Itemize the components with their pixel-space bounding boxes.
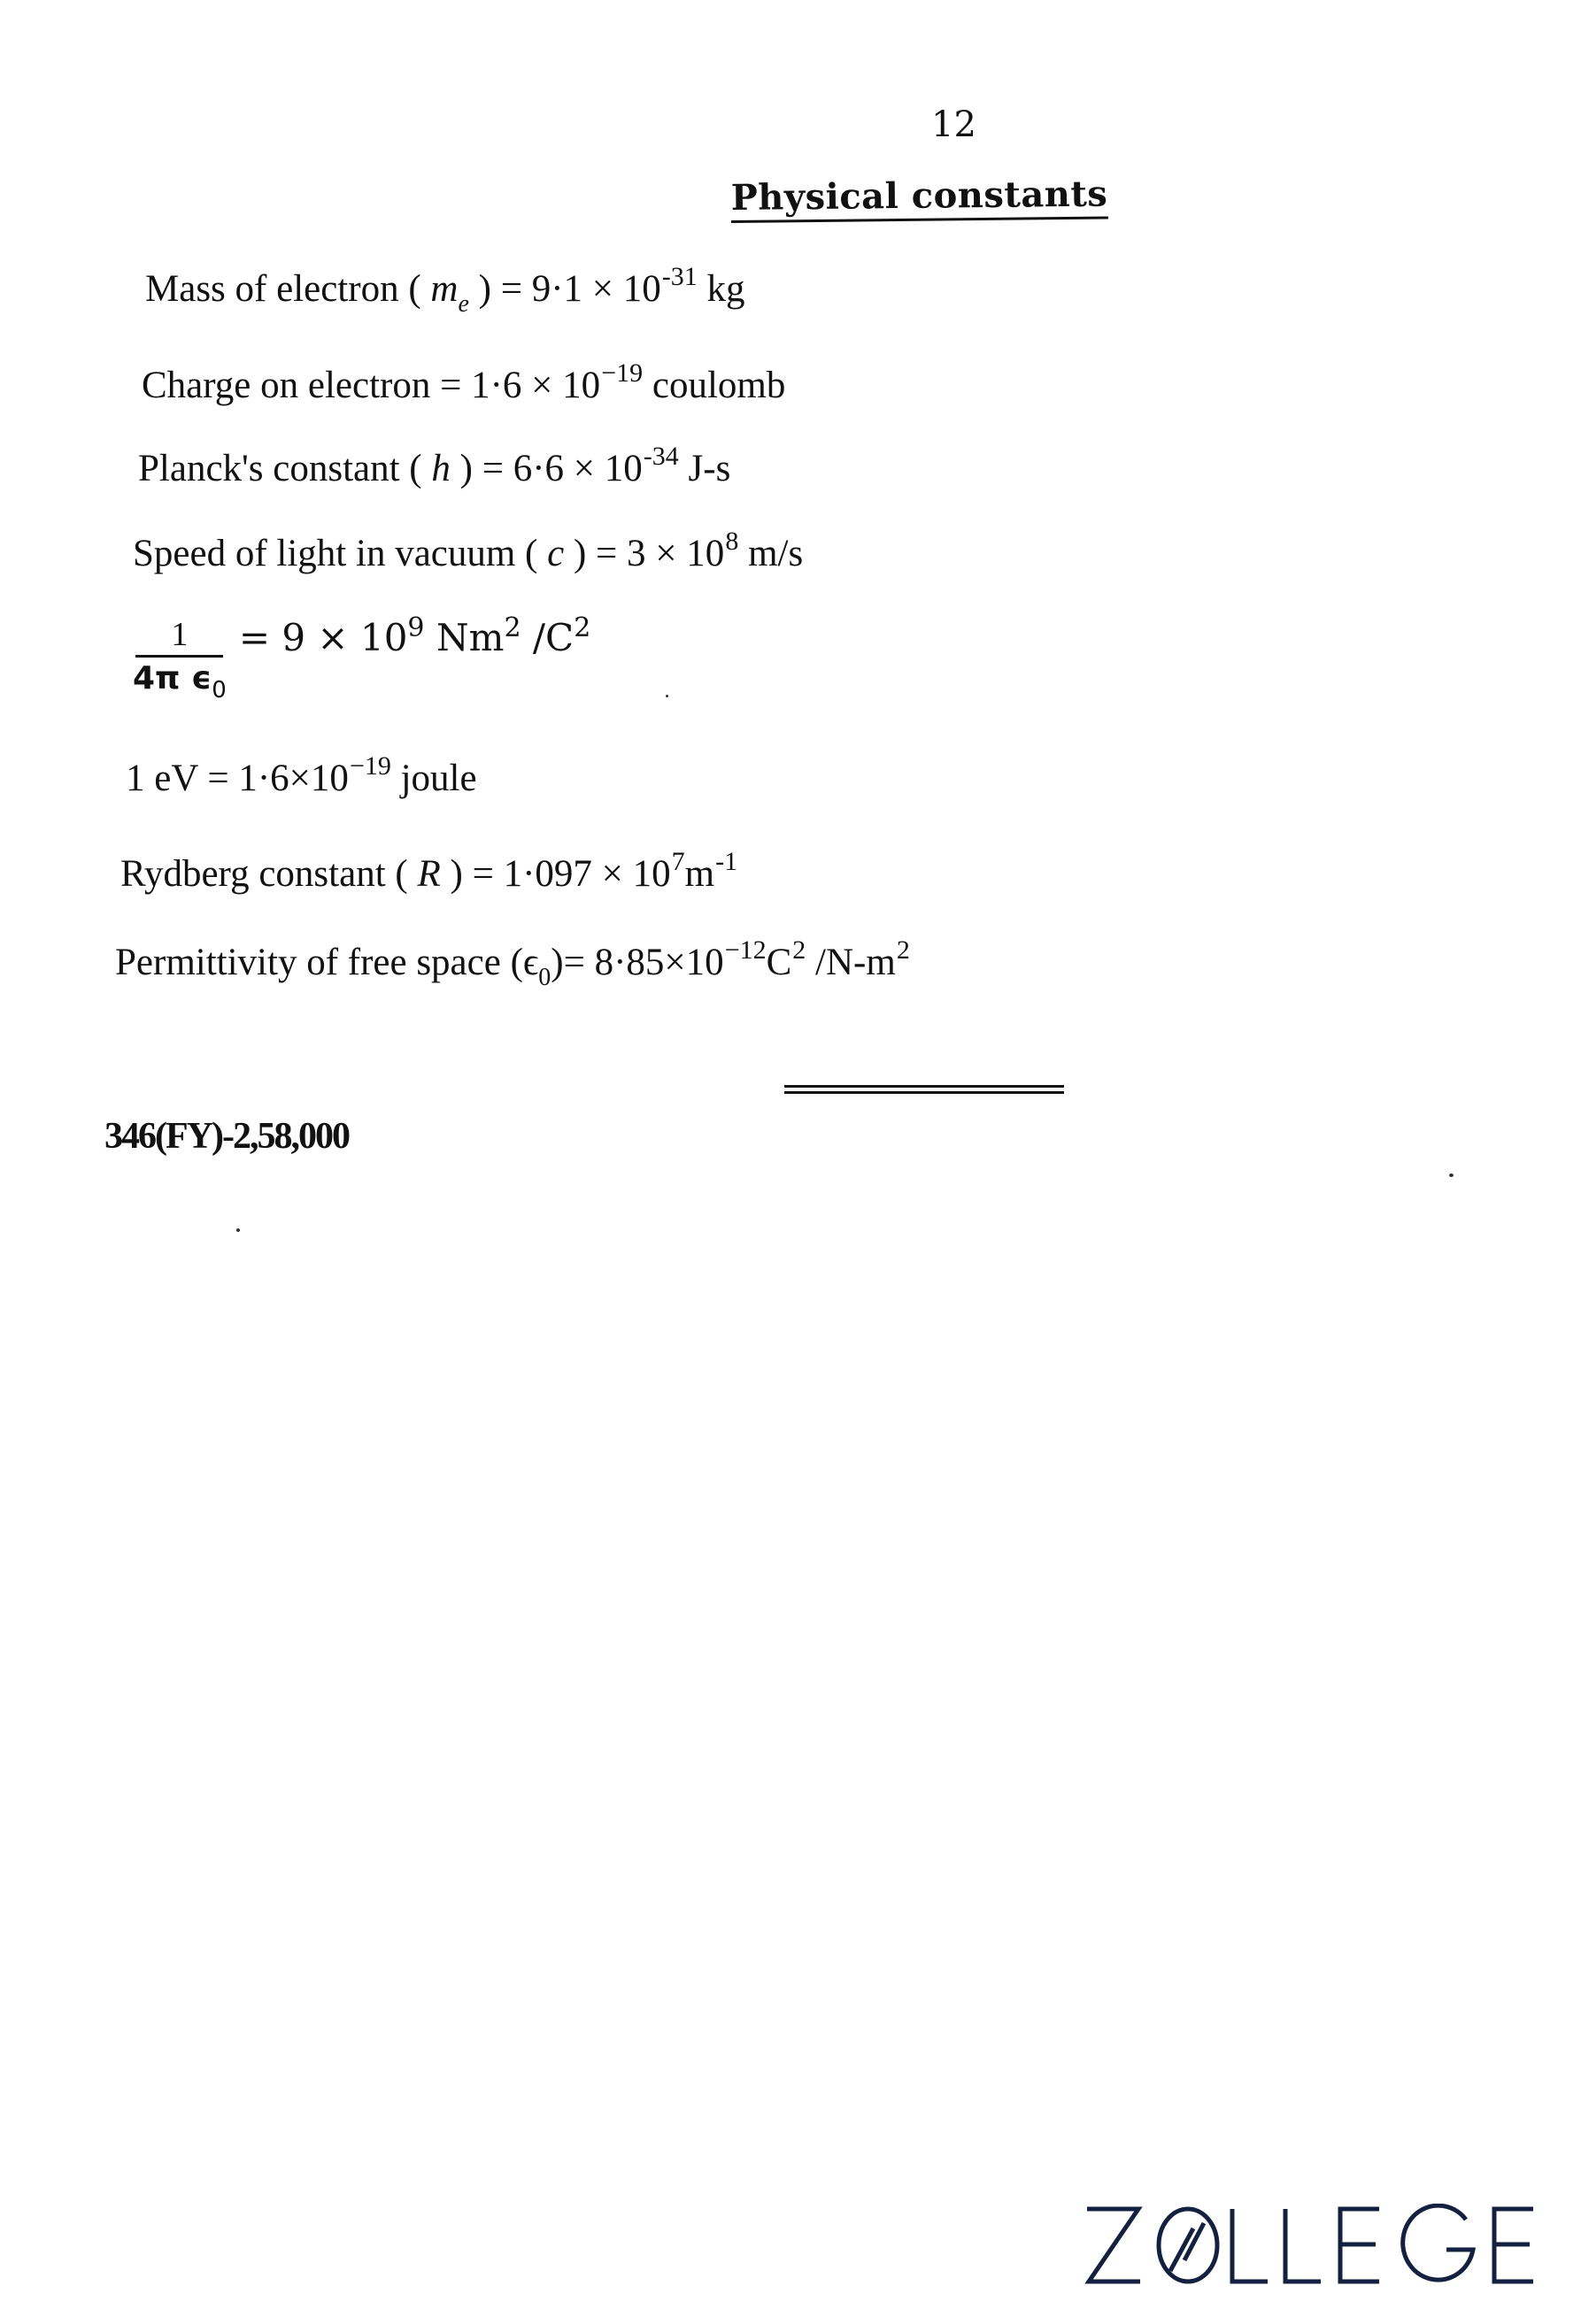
label: Charge on electron = 1·6 × 10 — [142, 365, 601, 406]
exponent: −19 — [349, 751, 391, 781]
unit: m — [684, 853, 715, 895]
unit: joule — [390, 758, 477, 799]
unit: kg — [697, 268, 745, 310]
unit: m/s — [738, 533, 804, 574]
fraction-value — [238, 612, 591, 659]
exponent: 9 — [407, 612, 425, 643]
fraction — [133, 616, 227, 704]
page-number: 12 — [931, 104, 976, 145]
scan-speck — [1449, 1174, 1454, 1177]
unit: J-s — [678, 448, 731, 489]
denominator-text: 4π ϵ — [133, 660, 212, 696]
unit-a-exponent: 2 — [504, 612, 521, 643]
label: Mass of electron ( — [145, 268, 431, 310]
logo-letter-e — [1494, 2209, 1533, 2282]
constant-permittivity — [115, 935, 910, 991]
value: ) = 9·1 × 10 — [468, 268, 661, 310]
unit-b: /C — [521, 616, 575, 659]
logo-letter-g — [1403, 2205, 1473, 2280]
symbol: R — [417, 853, 441, 895]
unit-b-exponent: 2 — [574, 612, 591, 643]
exponent: −12 — [724, 935, 767, 965]
value: ) = 3 × 10 — [564, 533, 725, 574]
unit-a: Nm — [424, 616, 505, 659]
value: ) = 6·6 × 10 — [450, 448, 643, 489]
subscript: e — [458, 290, 469, 318]
subscript: 0 — [538, 964, 551, 991]
constant-speed-of-light — [133, 527, 804, 574]
symbol: h — [431, 448, 451, 489]
logo-letter-z — [1087, 2209, 1140, 2282]
label: 1 eV = 1·6×10 — [126, 758, 349, 799]
value: ) = 1·097 × 10 — [440, 853, 671, 895]
exponent: 7 — [671, 847, 685, 876]
value: = 9 × 10 — [238, 616, 408, 659]
page-heading: Physical constants — [730, 173, 1107, 223]
fraction-denominator — [133, 658, 227, 704]
exponent: 8 — [725, 527, 739, 556]
unit-b: /N-m — [806, 942, 896, 983]
denominator-subscript: 0 — [212, 677, 227, 704]
unit-exponent: -1 — [715, 847, 738, 876]
exponent: −19 — [601, 358, 644, 388]
unit-a: C — [766, 942, 792, 983]
logo-letter-l — [1285, 2209, 1321, 2282]
constant-rydberg — [120, 847, 738, 895]
constant-mass-of-electron — [145, 262, 745, 318]
unit-b-exponent: 2 — [896, 935, 910, 965]
exponent: -31 — [661, 262, 698, 291]
value: )= 8·85×10 — [551, 942, 724, 983]
paper-code: 346(FY)-2,58,000 — [104, 1116, 349, 1157]
end-of-paper-rule — [784, 1085, 1064, 1094]
scan-speck — [236, 1228, 240, 1232]
logo-letter-e — [1340, 2209, 1379, 2282]
label: Planck's constant ( — [138, 448, 432, 489]
constant-charge-on-electron — [142, 358, 786, 406]
symbol: m — [430, 268, 459, 310]
logo-letter-o — [1159, 2209, 1217, 2282]
unit: coulomb — [643, 365, 786, 406]
logo-letter-l — [1232, 2209, 1268, 2282]
exponent: -34 — [643, 442, 679, 471]
label: Speed of light in vacuum ( — [133, 533, 548, 574]
fraction-numerator: 1 — [135, 618, 223, 658]
constant-electron-volt — [126, 751, 477, 799]
constant-planck — [138, 442, 731, 489]
symbol: c — [547, 533, 565, 574]
scan-speck — [666, 695, 668, 697]
label: Permittivity of free space (ϵ — [115, 942, 539, 983]
constant-coulomb — [133, 612, 591, 704]
unit-a-exponent: 2 — [792, 935, 806, 965]
label: Rydberg constant ( — [120, 853, 418, 895]
zollege-logo — [1084, 2204, 1544, 2289]
